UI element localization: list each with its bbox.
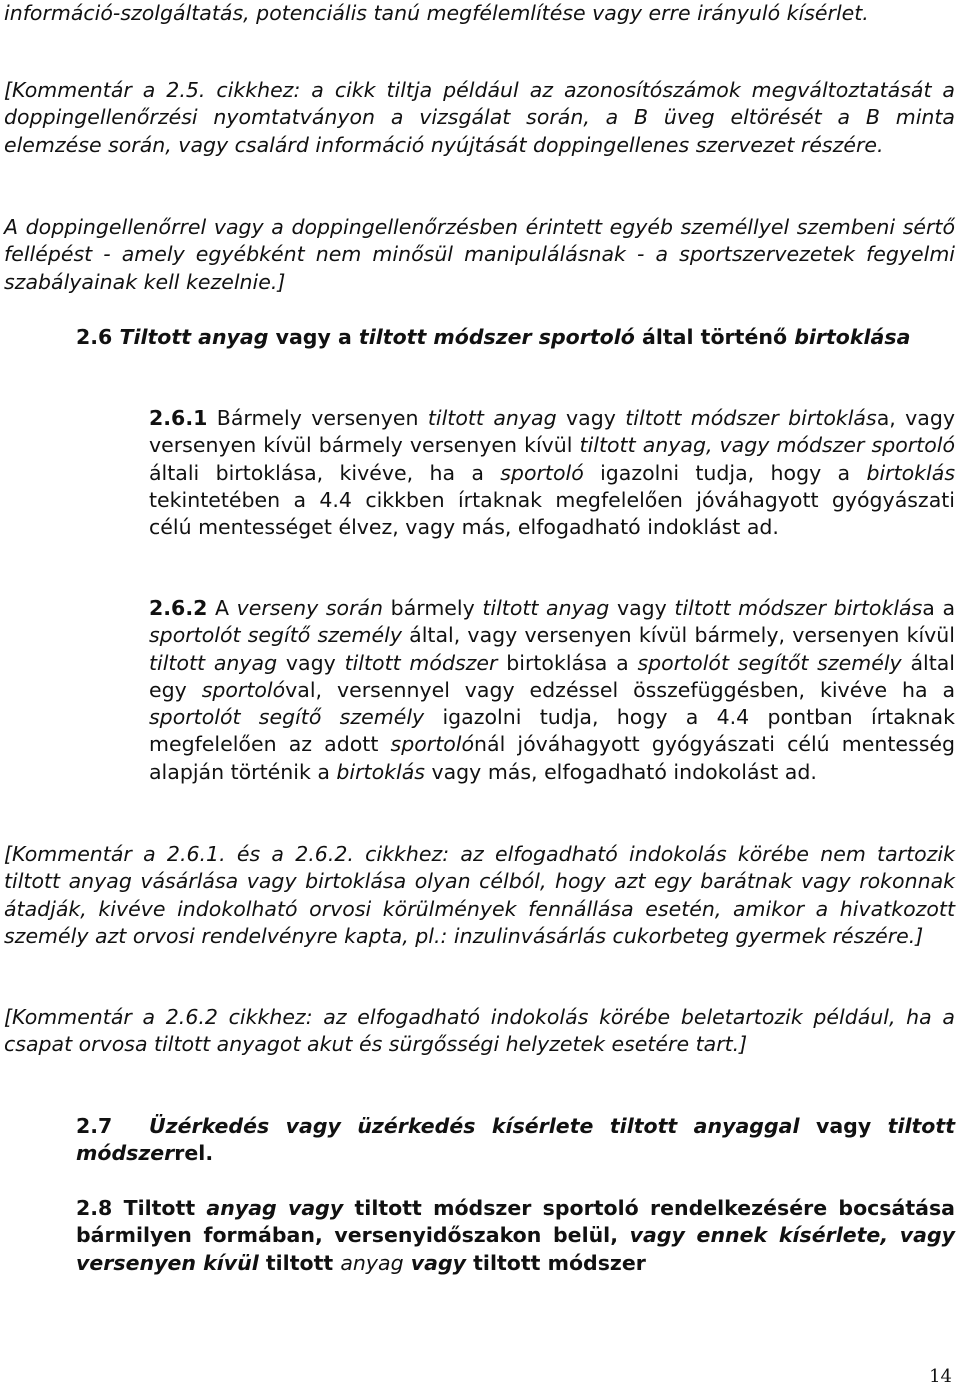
continuation-paragraph: információ-szolgáltatás, potenciális tanú megfélemlítése vagy erre irányuló kísérlet. bbox=[4, 1, 869, 25]
heading-text-italic: kísérlete, vagy versenyen kívül bbox=[76, 1223, 956, 1275]
article-2-6-1 bbox=[149, 405, 955, 541]
text: nál jóváhagyott gyógyászati célú mentesség alapján történik a bbox=[149, 732, 956, 784]
text: vagy bbox=[277, 650, 345, 675]
section-heading-2-8 bbox=[76, 1195, 955, 1277]
text: vagy bbox=[609, 596, 675, 620]
italic-term: sportoló bbox=[201, 677, 286, 702]
comment-2-6-1-2-6-2: [Kommentár a 2.6.1. és a 2.6.2. cikkhez: az elfogadható indokolás körébe nem tartozik tiltott anyag vásárlása vagy birtoklása olyan célból, hogy azt egy barátnak vagy rokonnak átadják, kivéve indokolható orvosi körülmények fennállása esetén, amikor a hivatkozott személy azt orvosi rendelvényre kapta, pl.: inzulinvásárlás cukorbeteg gyermek részére.] bbox=[4, 842, 955, 948]
text: birtoklása a bbox=[497, 650, 638, 675]
text: által egy bbox=[149, 650, 955, 702]
heading-text-italic: birtoklása bbox=[794, 325, 911, 349]
heading-text: Tiltott bbox=[112, 1196, 207, 1220]
italic-term: tiltott anyag bbox=[482, 596, 610, 620]
heading-text-italic: anyag bbox=[340, 1250, 404, 1275]
section-number: 2.8 bbox=[76, 1196, 113, 1220]
italic-term: verseny során bbox=[236, 596, 384, 620]
text: által, vagy versenyen kívül bármely, versenyen kívül bbox=[401, 623, 955, 648]
comment-2-5: [Kommentár a 2.5. cikkhez: a cikk tiltja például az azonosítószámok megváltoztatását a doppingellenőrzési nyomtatványon a vizsgálat során, a B üveg eltörését a B minta elemzése során, vagy csalárd információ nyújtását doppingellenes szervezet részére. bbox=[4, 78, 955, 157]
italic-term: tiltott módszer birtoklás bbox=[674, 596, 923, 620]
text: bármely bbox=[383, 596, 483, 620]
text: igazolni tudja, hogy a 4.4 pontban írtaknak megfelelően az adott bbox=[149, 705, 955, 757]
text: Bármely versenyen bbox=[207, 406, 428, 430]
text: val, versennyel vagy edzéssel összefüggésben, kivéve ha a bbox=[285, 677, 956, 702]
heading-text: tiltott bbox=[258, 1250, 341, 1275]
italic-term: tiltott anyag bbox=[149, 650, 278, 675]
text: igazolni tudja, hogy a bbox=[583, 460, 867, 485]
heading-text: tiltott módszer bbox=[465, 1250, 646, 1275]
italic-term: sportolót segítő személy bbox=[149, 623, 402, 648]
heading-text-italic: vagy ennek bbox=[629, 1223, 768, 1248]
italic-term: birtoklás bbox=[866, 460, 955, 485]
page-number: 14 bbox=[929, 1366, 952, 1387]
italic-term: tiltott anyag bbox=[427, 406, 557, 430]
italic-term: tiltott módszer bbox=[344, 650, 498, 675]
article-number: 2.6.1 bbox=[149, 406, 208, 430]
section-heading-2-6 bbox=[76, 324, 955, 351]
heading-text-italic: tiltott módszer sportoló bbox=[358, 325, 635, 349]
heading-text-italic: Üzérkedés vagy üzérkedés kísérlete tiltott anyaggal bbox=[149, 1114, 800, 1138]
text: tekintetében a 4.4 cikkben írtaknak megfelelően jóváhagyott gyógyászati célú mentességet élvez, vagy más, elfogadható indoklást ad. bbox=[149, 487, 955, 540]
heading-text-italic: tiltott bbox=[887, 1114, 955, 1138]
italic-term: birtoklás bbox=[336, 759, 425, 784]
heading-text: tiltott módszer sportoló rendelkezésére bocsátása bármilyen formában, versenyidőszakon belül, bbox=[76, 1196, 956, 1248]
italic-term: sportoló bbox=[390, 732, 475, 757]
section-heading-2-7 bbox=[76, 1113, 955, 1168]
heading-text-italic: Tiltott anyag bbox=[119, 325, 269, 349]
comment-2-5-continued: A doppingellenőrrel vagy a doppingellenőrzésben érintett egyéb személlyel szembeni sértő fellépést - amely egyébként nem minősül manipulálásnak - a sportszervezetek fegyelmi szabályainak kell kezelnie.] bbox=[4, 215, 955, 294]
text: a a bbox=[922, 596, 956, 620]
heading-text: által történő bbox=[634, 325, 788, 349]
heading-text-italic: vagy bbox=[410, 1250, 466, 1275]
text: A bbox=[207, 596, 237, 620]
heading-text-italic: módszer bbox=[76, 1141, 175, 1166]
italic-term: sportolót segítőt személy bbox=[637, 650, 902, 675]
heading-text: vagy bbox=[799, 1114, 888, 1138]
comment-2-6-2: [Kommentár a 2.6.2 cikkhez: az elfogadható indokolás körébe beletartozik például, ha a csapat orvosa tiltott anyagot akut és sürgősségi helyzetek esetére tart.] bbox=[4, 1005, 955, 1057]
text: általi birtoklása, kivéve, ha a bbox=[149, 460, 501, 485]
heading-text bbox=[404, 1251, 411, 1275]
text: vagy más, elfogadható indokolást ad. bbox=[424, 759, 817, 784]
article-2-6-2 bbox=[149, 595, 955, 786]
text: vagy bbox=[556, 406, 626, 430]
section-number: 2.6 bbox=[76, 325, 113, 349]
text: a, vagy versenyen kívül bármely versenyen kívül bbox=[149, 406, 956, 458]
italic-term: sportolót segítő személy bbox=[149, 705, 425, 730]
heading-text: rel. bbox=[174, 1141, 214, 1166]
italic-term: sportoló bbox=[500, 460, 584, 485]
heading-text: vagy a bbox=[268, 325, 359, 349]
article-number: 2.6.2 bbox=[149, 596, 208, 620]
italic-term: tiltott anyag, vagy módszer sportoló bbox=[579, 433, 955, 458]
heading-text-italic: anyag vagy bbox=[206, 1196, 344, 1220]
italic-term: tiltott módszer birtoklás bbox=[625, 406, 877, 430]
section-number: 2.7 bbox=[76, 1114, 113, 1138]
